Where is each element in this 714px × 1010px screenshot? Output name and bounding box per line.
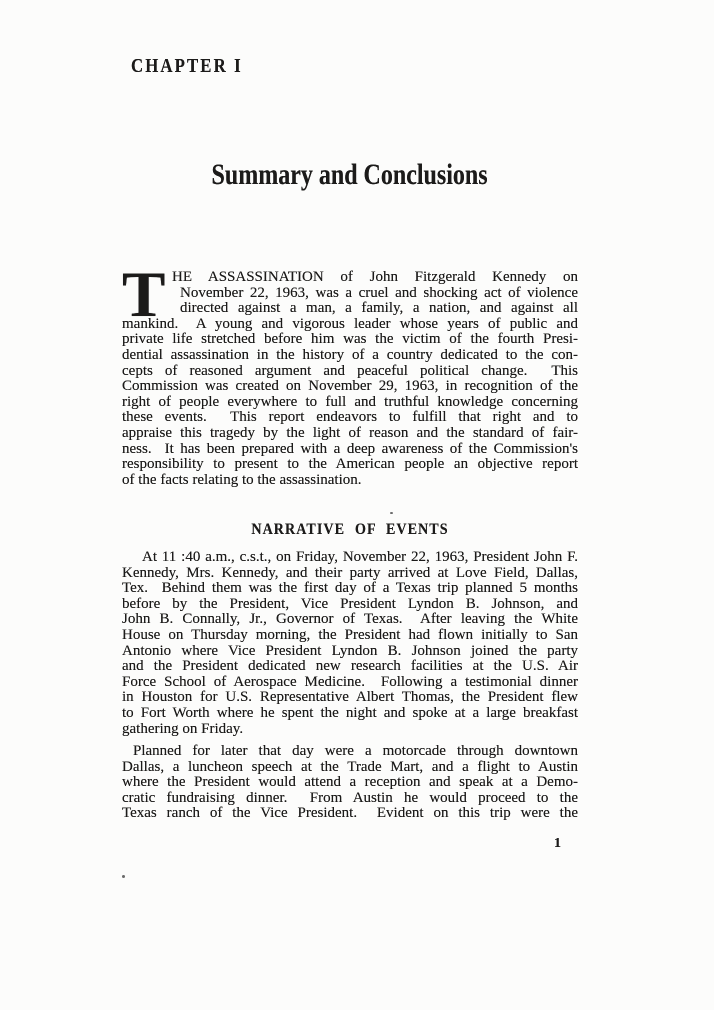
text-line: Texas ranch of the Vice President. Evident on this trip were the — [122, 805, 578, 822]
page-number: 1 — [554, 836, 561, 851]
text-line: House on Thursday morning, the President had flown initially to San — [122, 626, 578, 643]
scan-speck — [122, 875, 125, 878]
text-line: November 22, 1963, was a cruel and shocking act of violence — [180, 284, 578, 301]
narrative-paragraph-1-lines — [122, 550, 578, 737]
narrative-paragraph-1 — [122, 550, 578, 737]
text-line: ness. It has been prepared with a deep awareness of the Commission's — [122, 440, 578, 457]
drop-cap: T — [122, 259, 166, 331]
page-title-text: Summary and Conclusions — [211, 158, 489, 191]
text-line: Commission was created on November 29, 1963, in recognition of the — [122, 378, 578, 395]
text-line: cratic fundraising dinner. From Austin he would proceed to the — [122, 789, 578, 806]
text-line: Planned for later that day were a motorcade through downtown — [133, 743, 578, 759]
text-line: Kennedy, Mrs. Kennedy, and their party arrived at Love Field, Dallas, — [122, 564, 578, 581]
text-line: and the President dedicated new research facilities at the U.S. Air — [122, 658, 578, 675]
text-line: mankind. A young and vigorous leader whose years of public and — [122, 315, 578, 332]
text-line: cepts of reasoned argument and peaceful political change. This — [122, 362, 578, 379]
text-line: gathering on Friday. — [122, 720, 244, 737]
text-line: responsibility to present to the American people an objective report — [122, 456, 578, 473]
text-line: dential assassination in the history of a country dedicated to the con- — [122, 346, 578, 363]
text-line: of the facts relating to the assassination. — [122, 471, 362, 488]
text-line: At 11 :40 a.m., c.s.t., on Friday, November 22, 1963, President John F. — [142, 549, 578, 565]
text-line: appraise this tragedy by the light of reason and the standard of fair- — [122, 424, 578, 441]
text-line: right of people everywhere to full and truthful knowledge concerning — [122, 393, 578, 410]
text-line: Force School of Aerospace Medicine. Following a testimonial dinner — [122, 673, 578, 690]
text-line: private life stretched before him was the victim of the fourth Presi- — [122, 331, 578, 348]
narrative-paragraph-2-lines — [122, 744, 578, 822]
intro-paragraph — [122, 259, 578, 488]
text-line: directed against a man, a family, a nation, and against all — [180, 300, 578, 317]
text-line: where the President would attend a reception and speak at a Demo- — [122, 774, 578, 791]
text-line: in Houston for U.S. Representative Albert Thomas, the President flew — [122, 689, 578, 706]
text-line: HE ASSASSINATION of John Fitzgerald Kennedy on — [172, 269, 578, 285]
text-line: Antonio where Vice President Lyndon B. Johnson joined the party — [122, 642, 578, 659]
text-line: before by the President, Vice President Lyndon B. Johnson, and — [122, 595, 578, 612]
intro-paragraph-lines — [122, 270, 578, 488]
text-line: Dallas, a luncheon speech at the Trade Mart, and a flight to Austin — [122, 758, 578, 775]
narrative-paragraph-2 — [122, 744, 578, 822]
scan-speck — [390, 512, 393, 514]
chapter-label: CHAPTER I — [131, 55, 243, 77]
text-line: these events. This report endeavors to fulfill that right and to — [122, 409, 578, 426]
text-line: Tex. Behind them was the first day of a Texas trip planned 5 months — [122, 580, 578, 597]
text-line: to Fort Worth where he spent the night and spoke at a large breakfast — [122, 704, 578, 721]
narrative-of-events-heading: NARRATIVE OF EVENTS — [251, 521, 449, 538]
text-line: John B. Connally, Jr., Governor of Texas. After leaving the White — [122, 611, 578, 628]
page-title — [122, 158, 578, 192]
